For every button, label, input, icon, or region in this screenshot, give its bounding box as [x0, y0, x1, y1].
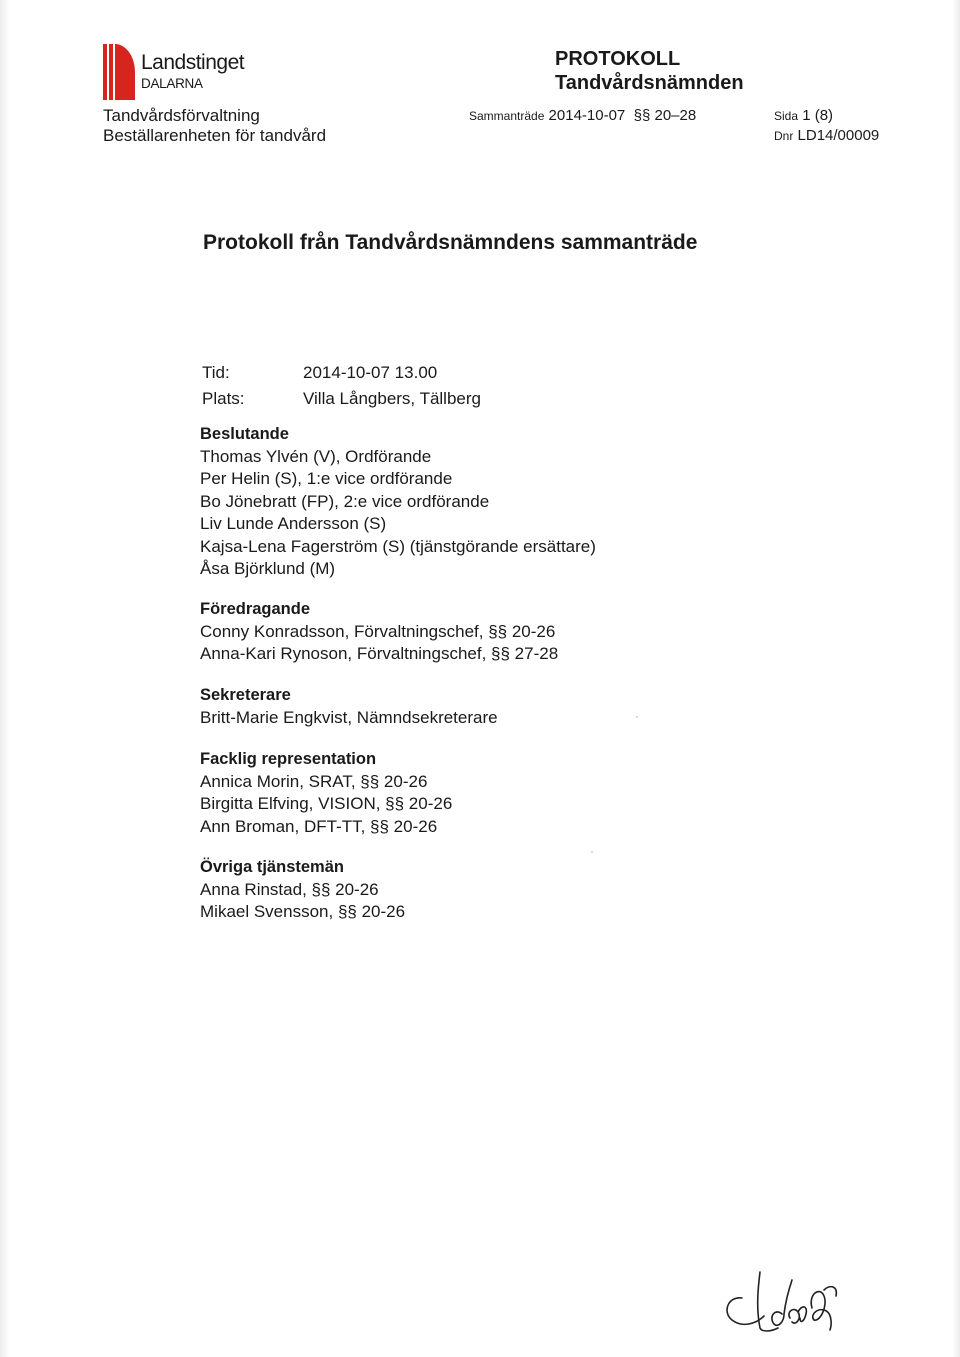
section-heading: Föredragande: [200, 600, 311, 618]
section-line: Ann Broman, DFT-TT, §§ 20-26: [200, 816, 438, 836]
place-value: Villa Långbers, Tällberg: [303, 389, 481, 408]
section-line: Åsa Björklund (M): [200, 559, 336, 578]
time-label: Tid:: [202, 363, 230, 382]
page-label: Sida: [774, 109, 799, 123]
section-line: Per Helin (S), 1:e vice ordförande: [200, 469, 453, 488]
meeting-paragraphs: §§ 20–28: [633, 107, 697, 124]
section-heading: Övriga tjänstemän: [200, 858, 344, 876]
section-beslutande: [200, 423, 596, 581]
organisation-line: Tandvårdsförvaltning: [103, 106, 260, 125]
protocol-title-line: Tandvårdsnämnden: [555, 72, 744, 94]
section-line: Annica Morin, SRAT, §§ 20-26: [200, 771, 428, 791]
section-foredragande: [200, 598, 558, 666]
logo-name: Landstinget: [141, 51, 245, 74]
page-value: 1 (8): [802, 107, 834, 124]
protocol-title-line: PROTOKOLL: [555, 48, 681, 70]
time-value: 2014-10-07 13.00: [303, 363, 438, 382]
meeting-details: [202, 360, 481, 412]
dnr-label: Dnr: [774, 129, 794, 143]
section-line: Conny Konradsson, Förvaltningschef, §§ 20-26: [200, 621, 556, 641]
section-ovriga-tjanstemän: [200, 856, 405, 924]
logo-sub: DALARNA: [141, 76, 203, 91]
organisation-line: Beställarenheten för tandvård: [103, 126, 327, 145]
section-heading: Sekreterare: [200, 686, 291, 704]
section-sekreterare: [200, 684, 498, 729]
page-number: [774, 107, 833, 124]
section-line: Kajsa-Lena Fagerström (S) (tjänstgörande ersättare): [200, 536, 596, 556]
place-row: [202, 386, 481, 412]
protocol-title: [555, 47, 744, 95]
meeting-info: [469, 107, 696, 124]
page-edge-right: [952, 0, 960, 1357]
meeting-label: Sammanträde: [469, 109, 545, 123]
section-line: Anna-Kari Rynoson, Förvaltningschef, §§ 27-28: [200, 644, 559, 663]
meeting-date: 2014-10-07: [548, 107, 626, 124]
organisation-block: [103, 106, 326, 146]
section-line: Birgitta Elfving, VISION, §§ 20-26: [200, 794, 453, 813]
landstinget-logo: [103, 44, 243, 102]
section-facklig-representation: [200, 748, 452, 838]
scan-speck: [591, 851, 593, 853]
place-label: Plats:: [202, 389, 245, 408]
page-edge-left: [0, 0, 10, 1357]
section-heading: Beslutande: [200, 425, 289, 443]
section-line: Bo Jönebratt (FP), 2:e vice ordförande: [200, 491, 490, 511]
diary-number: [774, 127, 879, 144]
dnr-value: LD14/00009: [797, 127, 880, 144]
section-line: Thomas Ylvén (V), Ordförande: [200, 446, 432, 466]
section-line: Mikael Svensson, §§ 20-26: [200, 902, 406, 921]
section-line: Liv Lunde Andersson (S): [200, 514, 387, 533]
landstinget-logo-mark-icon: [103, 44, 135, 100]
scan-speck: [636, 716, 638, 718]
document-title: Protokoll från Tandvårdsnämndens sammanträde: [203, 231, 698, 254]
time-row: [202, 360, 481, 386]
section-heading: Facklig representation: [200, 750, 377, 768]
section-line: Anna Rinstad, §§ 20-26: [200, 879, 379, 899]
section-line: Britt-Marie Engkvist, Nämndsekreterare: [200, 707, 498, 727]
handwritten-initials-signature: [720, 1268, 850, 1338]
